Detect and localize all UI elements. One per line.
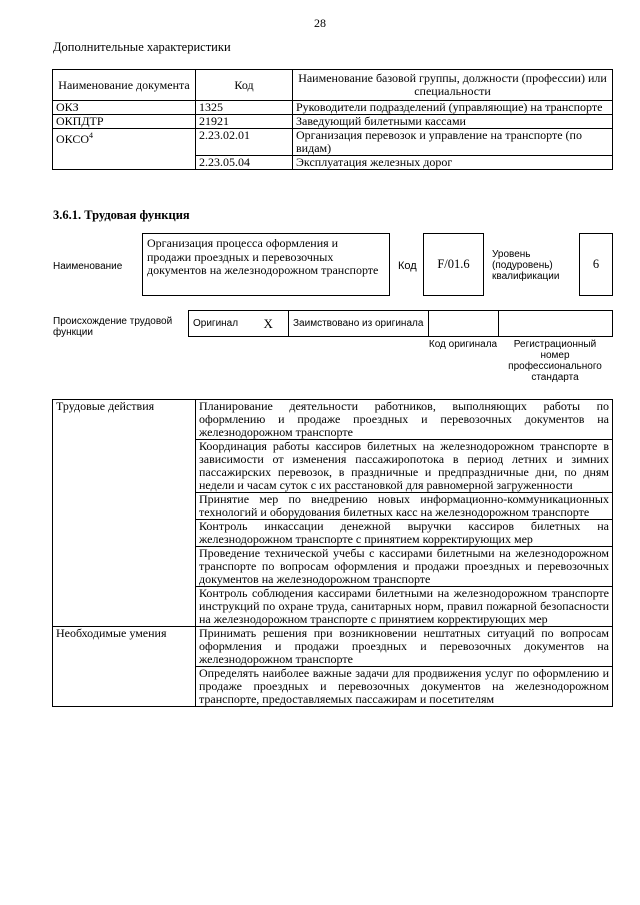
origin-row — [189, 311, 613, 337]
code-original-label: Код оригинала — [428, 339, 498, 350]
original-label: Оригинал — [189, 311, 249, 337]
qualification-level: 6 — [579, 233, 613, 296]
page-number: 28 — [314, 16, 326, 30]
header-name: Наименование базовой группы, должности (профессии) или специальности — [293, 70, 613, 101]
cell-doc — [53, 129, 196, 170]
cell-name: Организация перевозок и управление на транспорте (по видам) — [293, 129, 613, 156]
cell-doc: ОКЗ — [53, 101, 196, 115]
table-row — [53, 115, 613, 129]
cell-code: 1325 — [196, 101, 293, 115]
cell-code: 2.23.05.04 — [196, 156, 293, 170]
cell-name: Руководители подразделений (управляющие) на транспорте — [293, 101, 613, 115]
original-mark: X — [249, 311, 289, 337]
origin-code-cell — [429, 311, 499, 337]
classification-table — [52, 69, 613, 170]
table-row — [53, 101, 613, 115]
labor-actions-label: Трудовые действия — [53, 400, 196, 627]
origin-reg-cell — [499, 311, 613, 337]
header-code: Код — [196, 70, 293, 101]
cell-code: 21921 — [196, 115, 293, 129]
skill-item: Определять наиболее важные задачи для продвижения услуг по оформлению и продаже проездных и перевозочных документов на железнодорожном транспорте, предоставляемых пассажирам и посетителям — [196, 667, 613, 707]
function-code: F/01.6 — [423, 233, 484, 296]
labor-action-item: Координация работы кассиров билетных на железнодорожном транспорте в зависимости от изменения пассажиропотока в период летних и зимних пассажирских перевозок, в праздничные и предпраздничные дни, по дням недели и часам суток с их расстановкой для равномерной загруженности — [196, 440, 613, 493]
origin-table — [188, 310, 613, 337]
footnote-mark: 4 — [89, 131, 94, 140]
cell-doc: ОКПДТР — [53, 115, 196, 129]
extra-characteristics-title: Дополнительные характеристики — [53, 40, 231, 54]
table-row — [53, 400, 613, 440]
borrowed-label: Заимствовано из оригинала — [289, 311, 429, 337]
registration-number-label: Регистрационный номер профессионального стандарта — [508, 339, 602, 383]
cell-code: 2.23.02.01 — [196, 129, 293, 156]
skill-item: Принимать решения при возникновении нештатных ситуаций по вопросам оформления и продажи проездных и перевозочных документов на железнодорожном транспорте — [196, 627, 613, 667]
function-name: Организация процесса оформления и продажи проездных и перевозочных документов на железнодорожном транспорте — [142, 233, 390, 296]
header-document: Наименование документа — [53, 70, 196, 101]
origin-label: Происхождение трудовой функции — [53, 316, 173, 338]
table-row — [53, 129, 613, 156]
labor-action-item: Проведение технической учебы с кассирами билетными на железнодорожном транспорте по вопросам оформления и продажи проездных и перевозочных документов на железнодорожном транспорте — [196, 547, 613, 587]
table-header-row — [53, 70, 613, 101]
labor-action-item: Контроль инкассации денежной выручки кассиров билетных на железнодорожном транспорте с принятием корректирующих мер — [196, 520, 613, 547]
labor-action-item: Контроль соблюдения кассирами билетными на железнодорожном транспорте инструкций по охране труда, санитарных норм, правил пожарной безопасности на железнодорожном транспорте с принятием корректирующих мер — [196, 587, 613, 627]
labor-function-table — [52, 399, 613, 707]
labor-action-item: Принятие мер по внедрению новых информационно-коммуникационных технологий и оборудования билетных касс на железнодорожном транспорте — [196, 493, 613, 520]
qualification-level-label: Уровень (подуровень) квалификации — [492, 249, 560, 282]
cell-doc-text: ОКСО — [56, 132, 90, 146]
table-row — [53, 627, 613, 667]
cell-name: Заведующий билетными кассами — [293, 115, 613, 129]
skills-label: Необходимые умения — [53, 627, 196, 707]
labor-action-item: Планирование деятельности работников, выполняющих работы по оформлению и продаже проездных и перевозочных документов на железнодорожном транспорте — [196, 400, 613, 440]
cell-name: Эксплуатация железных дорог — [293, 156, 613, 170]
function-code-label: Код — [398, 260, 417, 272]
function-name-label: Наименование — [53, 261, 123, 272]
section-title: 3.6.1. Трудовая функция — [53, 208, 190, 222]
